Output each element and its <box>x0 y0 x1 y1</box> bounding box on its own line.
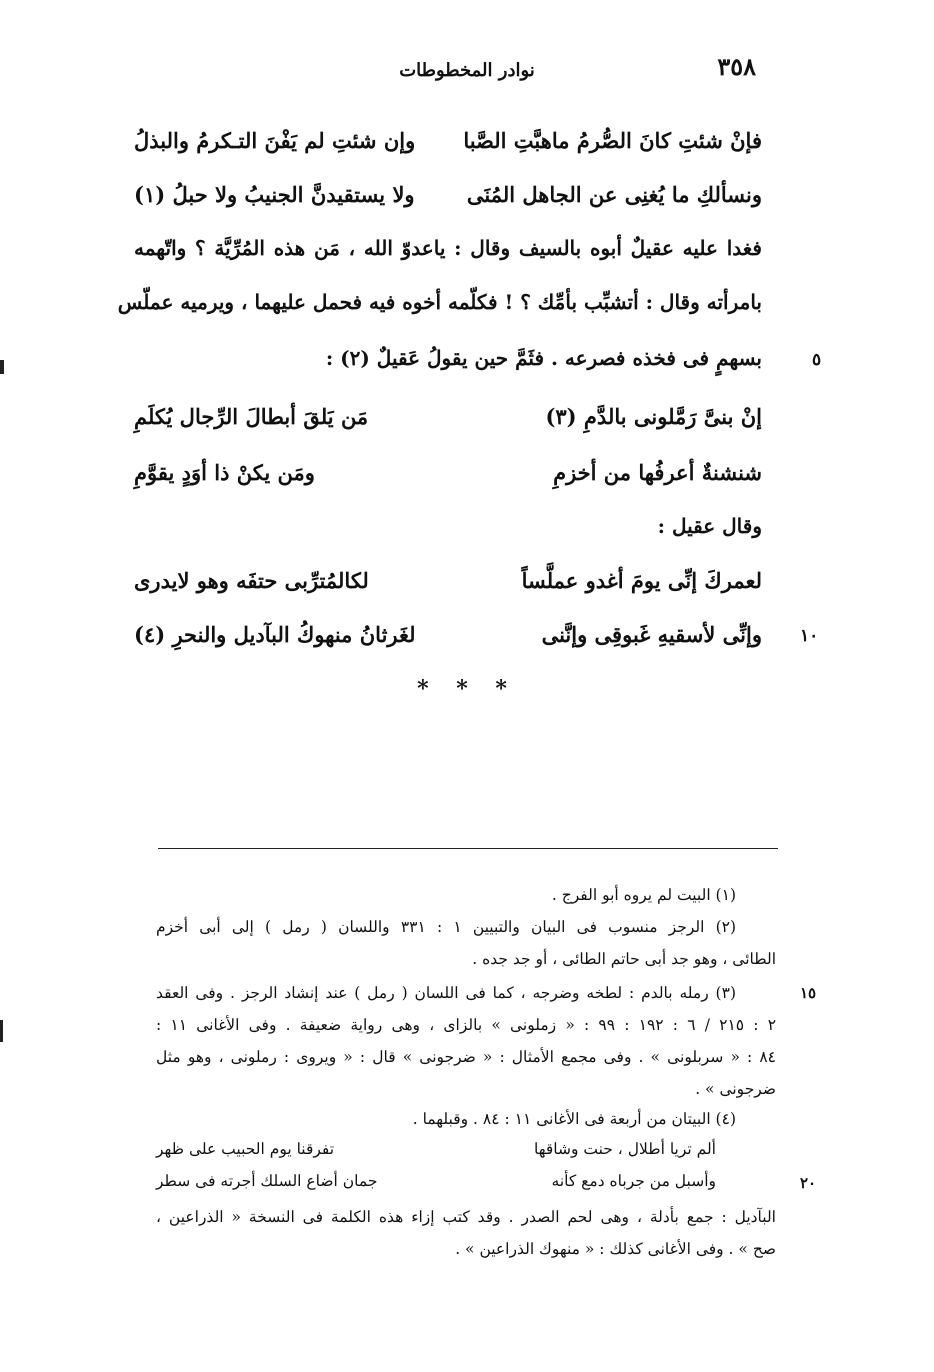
scan-edge-mark <box>0 360 4 374</box>
verse-line-6 <box>134 622 762 666</box>
footnote-verse-2 <box>156 1172 716 1196</box>
line-number: ٢٠ <box>800 1174 817 1192</box>
verse-hemistich-second: لغَرثانُ منهوكُ البآديل والنحرِ (٤) <box>134 622 416 647</box>
verse-hemistich-first: وإنِّى لأسقيهِ غَبوقِى وإنَّنى <box>541 622 762 647</box>
footnote-3-line-4: ضرجونى » . <box>695 1080 776 1098</box>
footnote-3-line-3: ٨٤ : « سربلونى » . وفى مجمع الأمثال : « ضرجونى » قال : « ويروى : رملونى ، وهو مثل <box>156 1048 776 1066</box>
scan-edge-mark <box>0 1020 3 1042</box>
verse-line-5 <box>134 568 762 612</box>
verse-line-2 <box>134 182 762 226</box>
verse-hemistich-second: جمان أضاع السلك أجرته فى سطر <box>156 1172 378 1190</box>
verse-hemistich-second: ولا يستقيدنَّ الجنيبُ ولا حبلُ (١) <box>134 182 415 207</box>
footnote-divider <box>158 848 778 849</box>
verse-hemistich-first: ونسألكِ ما يُغنِى عن الجاهل المُنَى <box>466 182 762 207</box>
prose-line: بامرأته وقال : أتشبِّب بأمِّك ؟ ! فكلّمه أخوه فيه فحمل عليهما ، ويرميه عملّس <box>117 290 762 314</box>
verse-hemistich-second: وإن شئتِ لم يَفْنَ التـكرمُ والبذلُ <box>134 128 416 153</box>
footnote-3-line-1: (٣) رمله بالدم : لطخه وضرجه ، كما فى اللسان ( رمل ) عند إنشاد الرجز . وفى العقد <box>156 984 736 1002</box>
verse-hemistich-first: إنْ بنىَّ رَمَّلونى بالدَّمِ (٣) <box>545 404 762 429</box>
verse-hemistich-second: مَن يَلقَ أبطالَ الرِّجال يُكلَمِ <box>134 404 369 429</box>
verse-line-4 <box>134 460 762 504</box>
verse-line-3 <box>134 404 762 448</box>
footnote-3-line-2: ٢ : ٢١٥ / ٦ : ١٩٢ : ٩٩ : « زملونى » بالزاى ، وهى رواية ضعيفة . وفى الأغانى ١١ : <box>156 1016 777 1034</box>
verse-hemistich-first: فإنْ شئتِ كانَ الصُّرمُ ماهبَّتِ الصَّبا <box>463 128 762 153</box>
page-number: ٣٥٨ <box>717 52 756 81</box>
line-number: ١٠ <box>800 626 819 646</box>
verse-hemistich-first: ألم تريا أطلال ، حنت وشاقها <box>534 1140 716 1158</box>
verse-hemistich-first: وأسبل من جرباه دمع كأنه <box>551 1172 716 1190</box>
running-title: نوادر المخطوطات <box>399 60 535 81</box>
verse-hemistich-first: لعمركَ إنِّى يومَ أغدو عملَّساً <box>521 568 762 593</box>
verse-line-1 <box>134 128 762 172</box>
prose-line: فغدا عليه عقيلٌ أبوه بالسيف وقال : ياعدوّ الله ، مَن هذه المُرِّيَّة ؟ واتّهمه <box>134 236 762 260</box>
footnote-4-line-1: (٤) البيتان من أربعة فى الأغانى ١١ : ٨٤ . وقبلهما . <box>412 1110 736 1128</box>
verse-hemistich-first: شنشنةٌ أعرفُها من أخزمِ <box>553 460 762 485</box>
verse-intro: وقال عقيل : <box>657 514 762 538</box>
footnote-1: (١) البيت لم يروه أبو الفرج . <box>551 886 736 904</box>
verse-hemistich-second: تفرقنا يوم الحبيب على ظهر <box>156 1140 335 1158</box>
line-number: ١٥ <box>800 984 817 1002</box>
footnote-verse-1 <box>156 1140 716 1164</box>
line-number: ٥ <box>812 350 822 370</box>
section-separator-stars: * * * <box>417 676 517 702</box>
verse-hemistich-second: لكالمُترِّبى حتفَه وهو لايدرى <box>134 568 369 593</box>
prose-line: بسهمٍ فى فخذه فصرعه . فثَمَّ حين يقولُ عَقيلٌ (٢) : <box>325 346 762 370</box>
footnote-4-line-3: صح » . وفى الأغانى كذلك : « منهوك الذراعين » . <box>455 1240 776 1258</box>
verse-hemistich-second: ومَن يكنْ ذا أوَدٍ يقوَّمِ <box>134 460 315 485</box>
footnote-4-line-2: البآديل : جمع بأدلة ، وهى لحم الصدر . وقد كتب إزاء هذه الكلمة فى النسخة « الذراعين ، <box>156 1208 776 1226</box>
footnote-2-line-2: الطائى ، وهو جد أبى حاتم الطائى ، أو جد جده . <box>472 950 776 968</box>
footnote-2-line-1: (٢) الرجز منسوب فى البيان والتبيين ١ : ٣٣١ واللسان ( رمل ) إلى أبى أخزم <box>156 918 737 936</box>
